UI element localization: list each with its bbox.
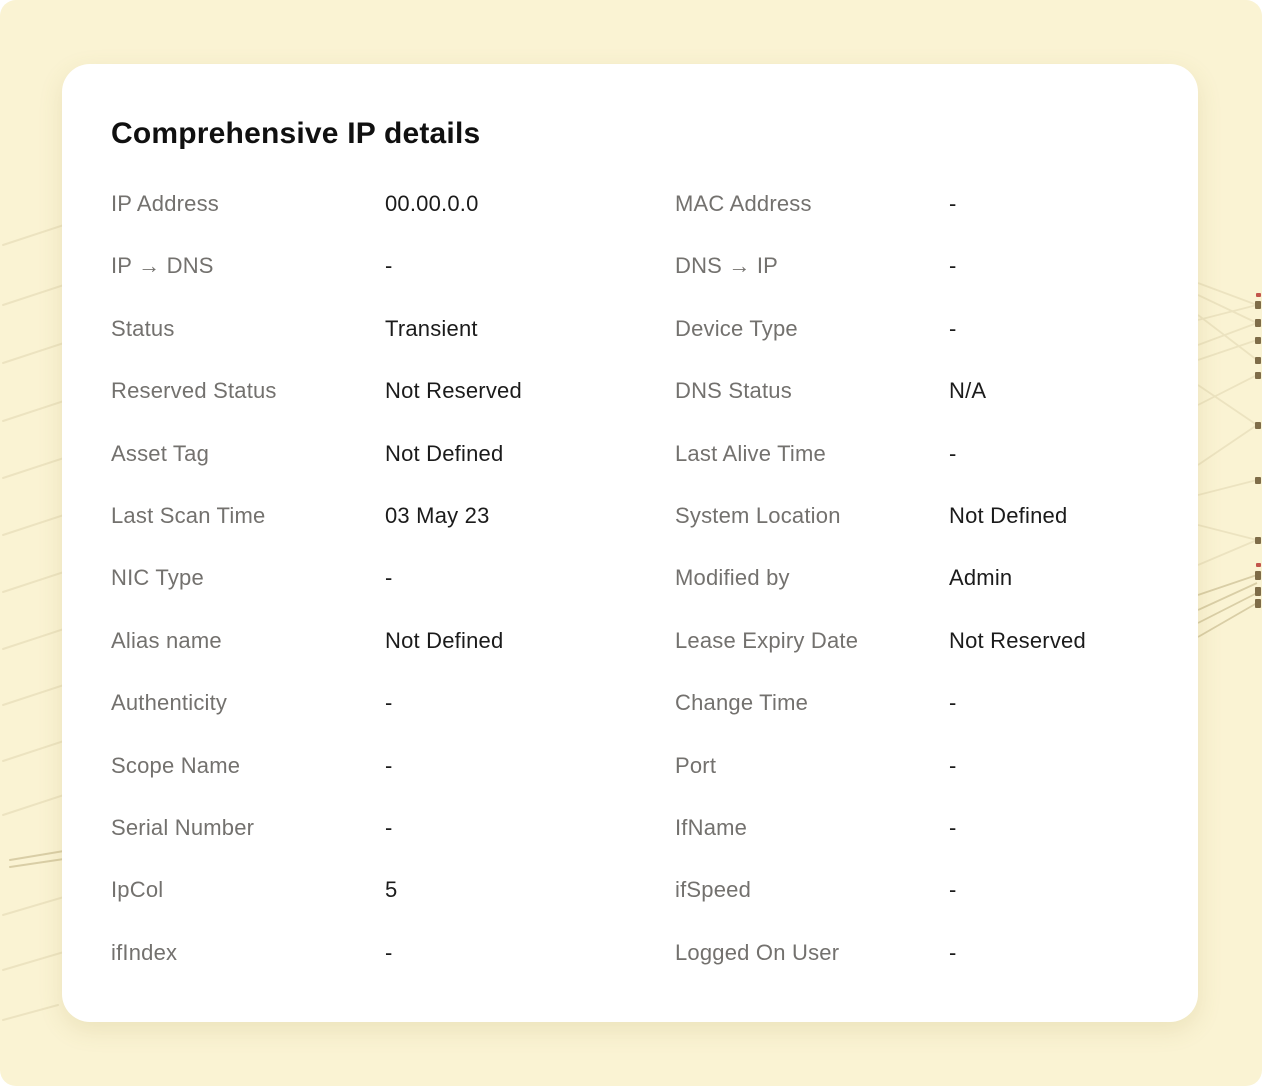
detail-row xyxy=(675,627,1158,689)
detail-row xyxy=(111,627,675,689)
detail-value: - xyxy=(385,565,393,591)
details-grid xyxy=(111,190,1158,1001)
detail-value: - xyxy=(949,752,957,778)
detail-label: Alias name xyxy=(111,627,222,653)
detail-label: ifIndex xyxy=(111,939,178,965)
ip-details-card xyxy=(62,64,1198,1022)
detail-label: Logged On User xyxy=(675,939,840,965)
details-column-left xyxy=(111,190,675,1001)
detail-row xyxy=(111,377,675,439)
detail-value: 00.00.0.0 xyxy=(385,191,479,216)
detail-row xyxy=(111,502,675,564)
detail-value: Not Defined xyxy=(949,502,1068,528)
detail-label: IfName xyxy=(675,814,748,840)
detail-value: - xyxy=(949,315,957,341)
detail-value: 5 xyxy=(385,877,398,903)
detail-label: Device Type xyxy=(675,315,798,341)
detail-row xyxy=(111,252,675,314)
detail-value: Not Defined xyxy=(385,627,504,653)
details-column-right xyxy=(675,190,1158,1001)
detail-value: - xyxy=(949,814,957,840)
detail-value: Not Reserved xyxy=(385,378,522,404)
detail-label: Authenticity xyxy=(111,690,228,716)
detail-value: - xyxy=(949,877,957,903)
detail-label: System Location xyxy=(675,502,841,528)
detail-row xyxy=(111,689,675,751)
detail-value: Transient xyxy=(385,315,478,341)
detail-row xyxy=(675,689,1158,751)
detail-label: Status xyxy=(111,315,175,341)
detail-label: NIC Type xyxy=(111,565,204,591)
detail-label: Last Scan Time xyxy=(111,502,266,528)
detail-label: Change Time xyxy=(675,690,809,716)
detail-label: Last Alive Time xyxy=(675,440,826,466)
detail-row xyxy=(675,502,1158,564)
detail-row xyxy=(675,876,1158,938)
detail-label: IpCol xyxy=(111,877,164,903)
detail-row xyxy=(111,440,675,502)
detail-label: Port xyxy=(675,752,717,778)
right-network-decoration xyxy=(1198,265,1262,655)
detail-value: Not Defined xyxy=(385,440,504,466)
detail-row xyxy=(111,564,675,626)
detail-row xyxy=(675,752,1158,814)
detail-row xyxy=(675,190,1158,252)
detail-row xyxy=(675,939,1158,1001)
detail-label: DNS Status xyxy=(675,378,792,404)
detail-row xyxy=(111,814,675,876)
detail-row xyxy=(675,814,1158,876)
detail-value: - xyxy=(949,939,957,965)
detail-value: - xyxy=(949,253,957,279)
detail-label: Serial Number xyxy=(111,814,255,840)
detail-label: IP Address xyxy=(111,191,219,216)
detail-value: - xyxy=(385,814,393,840)
detail-value: 03 May 23 xyxy=(385,502,490,528)
detail-label: IP → DNS xyxy=(111,253,214,279)
detail-value: - xyxy=(949,690,957,716)
detail-row xyxy=(111,939,675,1001)
detail-row xyxy=(111,190,675,252)
detail-value: - xyxy=(949,191,957,216)
detail-value: - xyxy=(385,690,393,716)
detail-row xyxy=(111,315,675,377)
detail-value: Admin xyxy=(949,565,1013,591)
detail-row xyxy=(675,315,1158,377)
detail-row xyxy=(675,564,1158,626)
detail-value: - xyxy=(385,253,393,279)
detail-label: Modified by xyxy=(675,565,790,591)
detail-label: MAC Address xyxy=(675,191,812,216)
detail-label: Lease Expiry Date xyxy=(675,627,859,653)
detail-value: Not Reserved xyxy=(949,627,1086,653)
detail-label: Reserved Status xyxy=(111,378,277,404)
detail-label: ifSpeed xyxy=(675,877,752,903)
detail-row xyxy=(675,440,1158,502)
detail-value: N/A xyxy=(949,378,987,404)
detail-row xyxy=(675,252,1158,314)
detail-value: - xyxy=(385,939,393,965)
detail-label: DNS → IP xyxy=(675,253,779,279)
detail-label: Asset Tag xyxy=(111,440,210,466)
detail-value: - xyxy=(949,440,957,466)
detail-row xyxy=(675,377,1158,439)
detail-value: - xyxy=(385,752,393,778)
card-title: Comprehensive IP details xyxy=(111,117,481,150)
detail-label: Scope Name xyxy=(111,752,241,778)
detail-row xyxy=(111,752,675,814)
left-hatch-decoration xyxy=(0,215,64,1025)
detail-row xyxy=(111,876,675,938)
